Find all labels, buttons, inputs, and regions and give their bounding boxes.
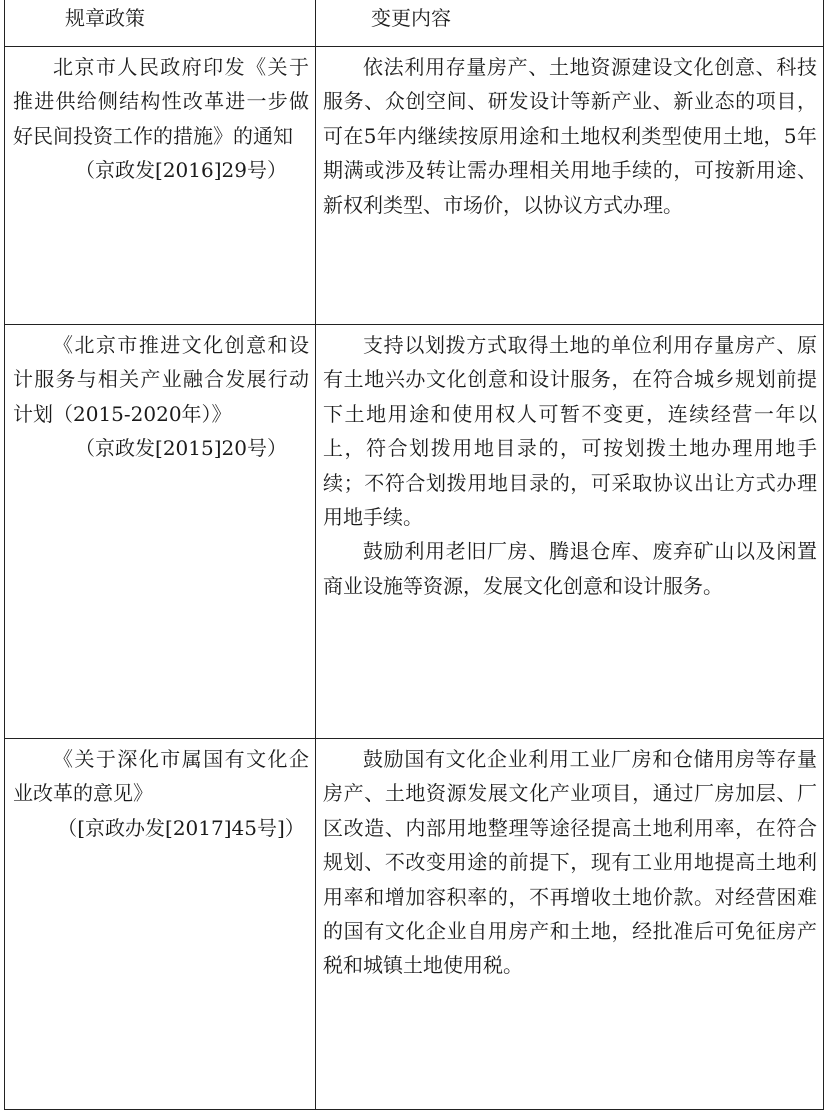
column-divider — [315, 0, 316, 1109]
policy-number: （[京政办发[2017]45号]） — [57, 815, 305, 840]
table-row-content — [323, 50, 817, 222]
table-row-policy — [13, 328, 309, 466]
content-paragraph: 鼓励利用老旧厂房、腾退仓库、废弃矿山以及闲置商业设施等资源，发展文化创意和设计服务。 — [323, 539, 817, 598]
policy-number: （京政发[2015]20号） — [75, 436, 287, 461]
table-row-content — [323, 328, 817, 603]
table-row-policy — [13, 50, 309, 188]
content-paragraph: 鼓励国有文化企业利用工业厂房和仓储用房等存量房产、土地资源发展文化产业项目，通过厂房加层、厂区改造、内部用地整理等途径提高土地利用率，在符合规划、不改变用途的前提下，现有工业用地提高土地利用率和增加容积率的，不再增收土地价款。对经营困难的国有文化企业自用房产和土地，经批准后可免征房产税和城镇土地使用税。 — [323, 747, 817, 978]
header-content: 变更内容 — [371, 6, 451, 30]
policy-title: 《关于深化市属国有文化企业改革的意见》 — [13, 747, 309, 806]
row-divider — [5, 324, 823, 325]
row-divider — [5, 738, 823, 739]
policy-number: （京政发[2016]29号） — [75, 158, 287, 183]
policy-title: 《北京市推进文化创意和设计服务与相关产业融合发展行动计划（2015-2020年）》 — [13, 333, 309, 426]
header-policy: 规章政策 — [65, 6, 145, 30]
policy-title: 北京市人民政府印发《关于推进供给侧结构性改革进一步做好民间投资工作的措施》的通知 — [13, 55, 309, 148]
table-row-content — [323, 742, 817, 983]
table-row-policy — [13, 742, 309, 845]
policy-table — [4, 0, 824, 1110]
header-divider — [5, 46, 823, 47]
content-paragraph: 依法利用存量房产、土地资源建设文化创意、科技服务、众创空间、研发设计等新产业、新业态的项目，可在5年内继续按原用途和土地权利类型使用土地，5年期满或涉及转让需办理相关用地手续的，可按新用途、新权利类型、市场价，以协议方式办理。 — [323, 55, 817, 217]
content-paragraph: 支持以划拨方式取得土地的单位利用存量房产、原有土地兴办文化创意和设计服务，在符合城乡规划前提下土地用途和使用权人可暂不变更，连续经营一年以上，符合划拨用地目录的，可按划拨土地办理用地手续；不符合划拨用地目录的，可采取协议出让方式办理用地手续。 — [323, 333, 817, 530]
